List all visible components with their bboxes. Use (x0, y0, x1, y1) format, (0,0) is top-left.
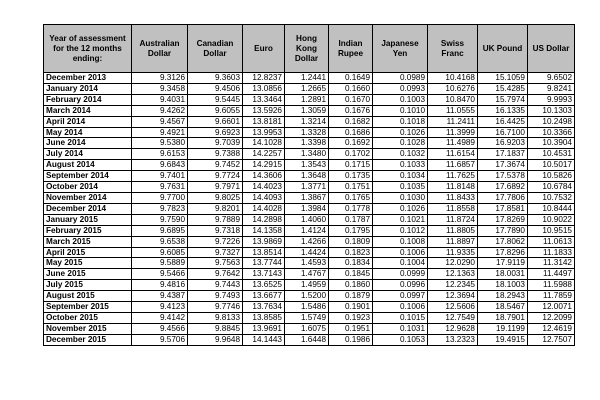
cell-australian-dollar: 9.4921 (132, 127, 188, 138)
table-row (44, 247, 575, 258)
cell-period: January 2014 (44, 83, 132, 94)
cell-euro: 14.2898 (243, 214, 285, 225)
cell-australian-dollar: 9.7631 (132, 182, 188, 193)
cell-period: March 2015 (44, 236, 132, 247)
cell-swiss-franc: 11.8148 (428, 182, 478, 193)
cell-us-dollar: 10.1303 (528, 105, 575, 116)
cell-period: July 2015 (44, 280, 132, 291)
cell-swiss-franc: 12.2345 (428, 280, 478, 291)
cell-japanese-yen: 0.1008 (373, 236, 428, 247)
cell-australian-dollar: 9.7700 (132, 192, 188, 203)
header-australian-dollar: Australian Dollar (132, 25, 188, 73)
cell-australian-dollar: 9.5706 (132, 334, 188, 345)
cell-indian-rupee: 0.1787 (329, 214, 373, 225)
exchange-rate-table (43, 24, 575, 346)
cell-swiss-franc: 11.0555 (428, 105, 478, 116)
table-row (44, 225, 575, 236)
table-row (44, 258, 575, 269)
cell-swiss-franc: 12.5606 (428, 302, 478, 313)
cell-indian-rupee: 0.1823 (329, 247, 373, 258)
cell-swiss-franc: 11.8433 (428, 192, 478, 203)
cell-hong-kong-dollar: 1.2665 (285, 83, 329, 94)
cell-hong-kong-dollar: 1.4124 (285, 225, 329, 236)
cell-japanese-yen: 0.1012 (373, 225, 428, 236)
cell-japanese-yen: 0.1030 (373, 192, 428, 203)
cell-canadian-dollar: 9.7452 (188, 160, 243, 171)
cell-uk-pound: 17.7806 (478, 192, 528, 203)
cell-japanese-yen: 0.1026 (373, 203, 428, 214)
table-row (44, 160, 575, 171)
cell-uk-pound: 16.1335 (478, 105, 528, 116)
cell-uk-pound: 18.0031 (478, 269, 528, 280)
cell-indian-rupee: 0.1901 (329, 302, 373, 313)
cell-canadian-dollar: 9.3603 (188, 73, 243, 84)
table-body (44, 73, 575, 346)
cell-swiss-franc: 12.7549 (428, 312, 478, 323)
cell-japanese-yen: 0.1035 (373, 182, 428, 193)
cell-euro: 13.9691 (243, 323, 285, 334)
cell-hong-kong-dollar: 1.6448 (285, 334, 329, 345)
cell-period: May 2015 (44, 258, 132, 269)
cell-japanese-yen: 0.1033 (373, 160, 428, 171)
cell-uk-pound: 19.1199 (478, 323, 528, 334)
cell-us-dollar: 11.1833 (528, 247, 575, 258)
cell-uk-pound: 18.1003 (478, 280, 528, 291)
cell-uk-pound: 17.9119 (478, 258, 528, 269)
cell-hong-kong-dollar: 1.3059 (285, 105, 329, 116)
table-row (44, 236, 575, 247)
cell-hong-kong-dollar: 1.4959 (285, 280, 329, 291)
table-row (44, 312, 575, 323)
cell-indian-rupee: 0.1692 (329, 138, 373, 149)
cell-japanese-yen: 0.1018 (373, 116, 428, 127)
cell-australian-dollar: 9.5380 (132, 138, 188, 149)
cell-canadian-dollar: 9.8201 (188, 203, 243, 214)
cell-euro: 13.3464 (243, 94, 285, 105)
cell-indian-rupee: 0.1660 (329, 83, 373, 94)
table-row (44, 83, 575, 94)
cell-period: August 2015 (44, 291, 132, 302)
cell-us-dollar: 10.5017 (528, 160, 575, 171)
cell-hong-kong-dollar: 1.4060 (285, 214, 329, 225)
cell-hong-kong-dollar: 1.3214 (285, 116, 329, 127)
cell-swiss-franc: 11.7625 (428, 171, 478, 182)
cell-australian-dollar: 9.4567 (132, 116, 188, 127)
header-period: Year of assessment for the 12 months ending: (44, 25, 132, 73)
cell-hong-kong-dollar: 1.3771 (285, 182, 329, 193)
header-hong-kong-dollar: Hong Kong Dollar (285, 25, 329, 73)
cell-uk-pound: 17.6892 (478, 182, 528, 193)
cell-indian-rupee: 0.1686 (329, 127, 373, 138)
cell-japanese-yen: 0.0999 (373, 269, 428, 280)
cell-us-dollar: 10.6784 (528, 182, 575, 193)
cell-canadian-dollar: 9.7318 (188, 225, 243, 236)
cell-euro: 13.6525 (243, 280, 285, 291)
table-row (44, 182, 575, 193)
cell-hong-kong-dollar: 1.3984 (285, 203, 329, 214)
cell-hong-kong-dollar: 1.4767 (285, 269, 329, 280)
cell-japanese-yen: 0.1032 (373, 149, 428, 160)
cell-us-dollar: 10.9022 (528, 214, 575, 225)
table-row (44, 302, 575, 313)
cell-canadian-dollar: 9.6601 (188, 116, 243, 127)
cell-hong-kong-dollar: 1.2891 (285, 94, 329, 105)
cell-swiss-franc: 11.9335 (428, 247, 478, 258)
cell-uk-pound: 16.4425 (478, 116, 528, 127)
cell-indian-rupee: 0.1860 (329, 280, 373, 291)
cell-period: October 2015 (44, 312, 132, 323)
cell-uk-pound: 17.8296 (478, 247, 528, 258)
cell-japanese-yen: 0.1034 (373, 171, 428, 182)
cell-period: September 2015 (44, 302, 132, 313)
cell-period: November 2014 (44, 192, 132, 203)
cell-period: September 2014 (44, 171, 132, 182)
cell-swiss-franc: 11.3999 (428, 127, 478, 138)
cell-canadian-dollar: 9.7971 (188, 182, 243, 193)
cell-japanese-yen: 0.1010 (373, 105, 428, 116)
cell-australian-dollar: 9.4566 (132, 323, 188, 334)
cell-swiss-franc: 12.0290 (428, 258, 478, 269)
header-japanese-yen: Japanese Yen (373, 25, 428, 73)
cell-us-dollar: 9.9993 (528, 94, 575, 105)
cell-canadian-dollar: 9.7493 (188, 291, 243, 302)
cell-australian-dollar: 9.6895 (132, 225, 188, 236)
cell-euro: 14.1028 (243, 138, 285, 149)
cell-indian-rupee: 0.1923 (329, 312, 373, 323)
cell-uk-pound: 15.1059 (478, 73, 528, 84)
cell-japanese-yen: 0.1031 (373, 323, 428, 334)
cell-australian-dollar: 9.4142 (132, 312, 188, 323)
cell-hong-kong-dollar: 1.3648 (285, 171, 329, 182)
table-row (44, 203, 575, 214)
cell-canadian-dollar: 9.4506 (188, 83, 243, 94)
table-row (44, 269, 575, 280)
cell-swiss-franc: 10.6276 (428, 83, 478, 94)
cell-australian-dollar: 9.4031 (132, 94, 188, 105)
cell-canadian-dollar: 9.7889 (188, 214, 243, 225)
cell-japanese-yen: 0.0996 (373, 280, 428, 291)
cell-us-dollar: 12.0071 (528, 302, 575, 313)
cell-swiss-franc: 11.4989 (428, 138, 478, 149)
cell-australian-dollar: 9.3458 (132, 83, 188, 94)
cell-swiss-franc: 11.8558 (428, 203, 478, 214)
cell-us-dollar: 11.5988 (528, 280, 575, 291)
cell-indian-rupee: 0.1702 (329, 149, 373, 160)
cell-indian-rupee: 0.1765 (329, 192, 373, 203)
cell-japanese-yen: 0.1006 (373, 247, 428, 258)
cell-uk-pound: 18.2943 (478, 291, 528, 302)
header-swiss-franc: Swiss Franc (428, 25, 478, 73)
header-us-dollar: US Dollar (528, 25, 575, 73)
cell-canadian-dollar: 9.7327 (188, 247, 243, 258)
cell-period: May 2014 (44, 127, 132, 138)
cell-hong-kong-dollar: 1.3543 (285, 160, 329, 171)
cell-swiss-franc: 11.2411 (428, 116, 478, 127)
table-row (44, 105, 575, 116)
cell-period: February 2014 (44, 94, 132, 105)
cell-hong-kong-dollar: 1.4424 (285, 247, 329, 258)
cell-euro: 14.2257 (243, 149, 285, 160)
cell-canadian-dollar: 9.6923 (188, 127, 243, 138)
cell-japanese-yen: 0.0989 (373, 73, 428, 84)
cell-us-dollar: 10.9515 (528, 225, 575, 236)
cell-us-dollar: 9.6502 (528, 73, 575, 84)
cell-period: June 2015 (44, 269, 132, 280)
cell-indian-rupee: 0.1879 (329, 291, 373, 302)
cell-swiss-franc: 11.8897 (428, 236, 478, 247)
cell-australian-dollar: 9.4123 (132, 302, 188, 313)
cell-japanese-yen: 0.0993 (373, 83, 428, 94)
cell-period: June 2014 (44, 138, 132, 149)
cell-japanese-yen: 0.1028 (373, 138, 428, 149)
table-row (44, 280, 575, 291)
cell-period: April 2014 (44, 116, 132, 127)
cell-australian-dollar: 9.5889 (132, 258, 188, 269)
cell-indian-rupee: 0.1649 (329, 73, 373, 84)
cell-japanese-yen: 0.1021 (373, 214, 428, 225)
header-indian-rupee: Indian Rupee (329, 25, 373, 73)
cell-uk-pound: 17.1837 (478, 149, 528, 160)
header-canadian-dollar: Canadian Dollar (188, 25, 243, 73)
cell-canadian-dollar: 9.7724 (188, 171, 243, 182)
cell-swiss-franc: 11.6154 (428, 149, 478, 160)
cell-australian-dollar: 9.6085 (132, 247, 188, 258)
cell-canadian-dollar: 9.6055 (188, 105, 243, 116)
cell-period: February 2015 (44, 225, 132, 236)
cell-euro: 13.8514 (243, 247, 285, 258)
cell-indian-rupee: 0.1676 (329, 105, 373, 116)
cell-period: April 2015 (44, 247, 132, 258)
cell-uk-pound: 17.7890 (478, 225, 528, 236)
cell-indian-rupee: 0.1986 (329, 334, 373, 345)
header-uk-pound: UK Pound (478, 25, 528, 73)
cell-us-dollar: 9.8241 (528, 83, 575, 94)
cell-euro: 13.7143 (243, 269, 285, 280)
cell-japanese-yen: 0.0997 (373, 291, 428, 302)
cell-australian-dollar: 9.7401 (132, 171, 188, 182)
cell-indian-rupee: 0.1751 (329, 182, 373, 193)
cell-canadian-dollar: 9.8845 (188, 323, 243, 334)
cell-us-dollar: 10.8444 (528, 203, 575, 214)
header-row (44, 25, 575, 73)
cell-euro: 13.9869 (243, 236, 285, 247)
cell-japanese-yen: 0.1004 (373, 258, 428, 269)
table-row (44, 171, 575, 182)
cell-canadian-dollar: 9.7563 (188, 258, 243, 269)
cell-euro: 14.2915 (243, 160, 285, 171)
table-row (44, 94, 575, 105)
cell-uk-pound: 17.8581 (478, 203, 528, 214)
cell-indian-rupee: 0.1951 (329, 323, 373, 334)
cell-canadian-dollar: 9.7642 (188, 269, 243, 280)
cell-us-dollar: 11.3142 (528, 258, 575, 269)
table-row (44, 127, 575, 138)
cell-australian-dollar: 9.7590 (132, 214, 188, 225)
cell-swiss-franc: 11.8724 (428, 214, 478, 225)
table-row (44, 116, 575, 127)
cell-swiss-franc: 12.9628 (428, 323, 478, 334)
cell-swiss-franc: 13.2323 (428, 334, 478, 345)
table-row (44, 149, 575, 160)
header-euro: Euro (243, 25, 285, 73)
cell-us-dollar: 12.7507 (528, 334, 575, 345)
cell-us-dollar: 10.4531 (528, 149, 575, 160)
cell-us-dollar: 12.4619 (528, 323, 575, 334)
cell-uk-pound: 17.5378 (478, 171, 528, 182)
cell-indian-rupee: 0.1735 (329, 171, 373, 182)
cell-canadian-dollar: 9.7746 (188, 302, 243, 313)
cell-euro: 13.6677 (243, 291, 285, 302)
cell-japanese-yen: 0.1053 (373, 334, 428, 345)
cell-swiss-franc: 12.3694 (428, 291, 478, 302)
cell-swiss-franc: 10.4168 (428, 73, 478, 84)
cell-hong-kong-dollar: 1.5749 (285, 312, 329, 323)
cell-period: November 2015 (44, 323, 132, 334)
cell-australian-dollar: 9.4816 (132, 280, 188, 291)
cell-euro: 14.3606 (243, 171, 285, 182)
cell-swiss-franc: 11.6857 (428, 160, 478, 171)
exchange-rate-table-container (43, 24, 575, 346)
cell-period: December 2015 (44, 334, 132, 345)
cell-swiss-franc: 11.8805 (428, 225, 478, 236)
cell-euro: 12.8237 (243, 73, 285, 84)
cell-canadian-dollar: 9.9648 (188, 334, 243, 345)
cell-indian-rupee: 0.1670 (329, 94, 373, 105)
cell-uk-pound: 18.7901 (478, 312, 528, 323)
table-row (44, 291, 575, 302)
cell-uk-pound: 16.7100 (478, 127, 528, 138)
cell-us-dollar: 10.3904 (528, 138, 575, 149)
cell-us-dollar: 10.5826 (528, 171, 575, 182)
cell-canadian-dollar: 9.8025 (188, 192, 243, 203)
cell-euro: 14.4093 (243, 192, 285, 203)
cell-uk-pound: 17.8269 (478, 214, 528, 225)
table-row (44, 214, 575, 225)
cell-canadian-dollar: 9.7226 (188, 236, 243, 247)
cell-hong-kong-dollar: 1.3328 (285, 127, 329, 138)
cell-period: December 2014 (44, 203, 132, 214)
cell-uk-pound: 19.4915 (478, 334, 528, 345)
cell-canadian-dollar: 9.5445 (188, 94, 243, 105)
table-row (44, 192, 575, 203)
cell-australian-dollar: 9.6843 (132, 160, 188, 171)
cell-hong-kong-dollar: 1.3480 (285, 149, 329, 160)
cell-hong-kong-dollar: 1.3867 (285, 192, 329, 203)
cell-swiss-franc: 10.8470 (428, 94, 478, 105)
cell-japanese-yen: 0.1006 (373, 302, 428, 313)
cell-swiss-franc: 12.1363 (428, 269, 478, 280)
cell-us-dollar: 11.7859 (528, 291, 575, 302)
cell-australian-dollar: 9.6538 (132, 236, 188, 247)
cell-indian-rupee: 0.1845 (329, 269, 373, 280)
cell-australian-dollar: 9.6153 (132, 149, 188, 160)
cell-euro: 14.4023 (243, 182, 285, 193)
cell-period: January 2015 (44, 214, 132, 225)
cell-period: October 2014 (44, 182, 132, 193)
cell-japanese-yen: 0.1003 (373, 94, 428, 105)
cell-australian-dollar: 9.4387 (132, 291, 188, 302)
cell-period: March 2014 (44, 105, 132, 116)
cell-uk-pound: 18.5467 (478, 302, 528, 313)
cell-hong-kong-dollar: 1.5486 (285, 302, 329, 313)
cell-euro: 13.8585 (243, 312, 285, 323)
table-row (44, 138, 575, 149)
table-row (44, 323, 575, 334)
table-row (44, 334, 575, 345)
table-header (44, 25, 575, 73)
cell-australian-dollar: 9.5466 (132, 269, 188, 280)
cell-euro: 13.7634 (243, 302, 285, 313)
cell-period: July 2014 (44, 149, 132, 160)
cell-indian-rupee: 0.1715 (329, 160, 373, 171)
cell-australian-dollar: 9.3126 (132, 73, 188, 84)
cell-indian-rupee: 0.1795 (329, 225, 373, 236)
cell-euro: 14.4028 (243, 203, 285, 214)
cell-us-dollar: 10.2498 (528, 116, 575, 127)
cell-indian-rupee: 0.1778 (329, 203, 373, 214)
cell-hong-kong-dollar: 1.5200 (285, 291, 329, 302)
cell-indian-rupee: 0.1809 (329, 236, 373, 247)
cell-canadian-dollar: 9.8133 (188, 312, 243, 323)
cell-hong-kong-dollar: 1.6075 (285, 323, 329, 334)
cell-period: August 2014 (44, 160, 132, 171)
table-row (44, 73, 575, 84)
cell-us-dollar: 12.2099 (528, 312, 575, 323)
cell-canadian-dollar: 9.7039 (188, 138, 243, 149)
cell-hong-kong-dollar: 1.4266 (285, 236, 329, 247)
cell-euro: 13.9953 (243, 127, 285, 138)
cell-uk-pound: 15.4285 (478, 83, 528, 94)
cell-uk-pound: 17.3674 (478, 160, 528, 171)
cell-hong-kong-dollar: 1.4593 (285, 258, 329, 269)
cell-uk-pound: 15.7974 (478, 94, 528, 105)
cell-hong-kong-dollar: 1.2441 (285, 73, 329, 84)
cell-euro: 14.1443 (243, 334, 285, 345)
cell-us-dollar: 10.3366 (528, 127, 575, 138)
cell-hong-kong-dollar: 1.3398 (285, 138, 329, 149)
cell-euro: 14.1358 (243, 225, 285, 236)
cell-japanese-yen: 0.1026 (373, 127, 428, 138)
cell-australian-dollar: 9.4262 (132, 105, 188, 116)
cell-us-dollar: 10.7532 (528, 192, 575, 203)
cell-euro: 13.5926 (243, 105, 285, 116)
cell-uk-pound: 16.9203 (478, 138, 528, 149)
cell-australian-dollar: 9.7823 (132, 203, 188, 214)
cell-canadian-dollar: 9.7443 (188, 280, 243, 291)
cell-canadian-dollar: 9.7388 (188, 149, 243, 160)
cell-indian-rupee: 0.1682 (329, 116, 373, 127)
cell-euro: 13.7744 (243, 258, 285, 269)
cell-indian-rupee: 0.1834 (329, 258, 373, 269)
cell-period: December 2013 (44, 73, 132, 84)
cell-euro: 13.0856 (243, 83, 285, 94)
cell-euro: 13.8181 (243, 116, 285, 127)
cell-us-dollar: 11.4497 (528, 269, 575, 280)
cell-uk-pound: 17.8062 (478, 236, 528, 247)
cell-japanese-yen: 0.1015 (373, 312, 428, 323)
cell-us-dollar: 11.0613 (528, 236, 575, 247)
